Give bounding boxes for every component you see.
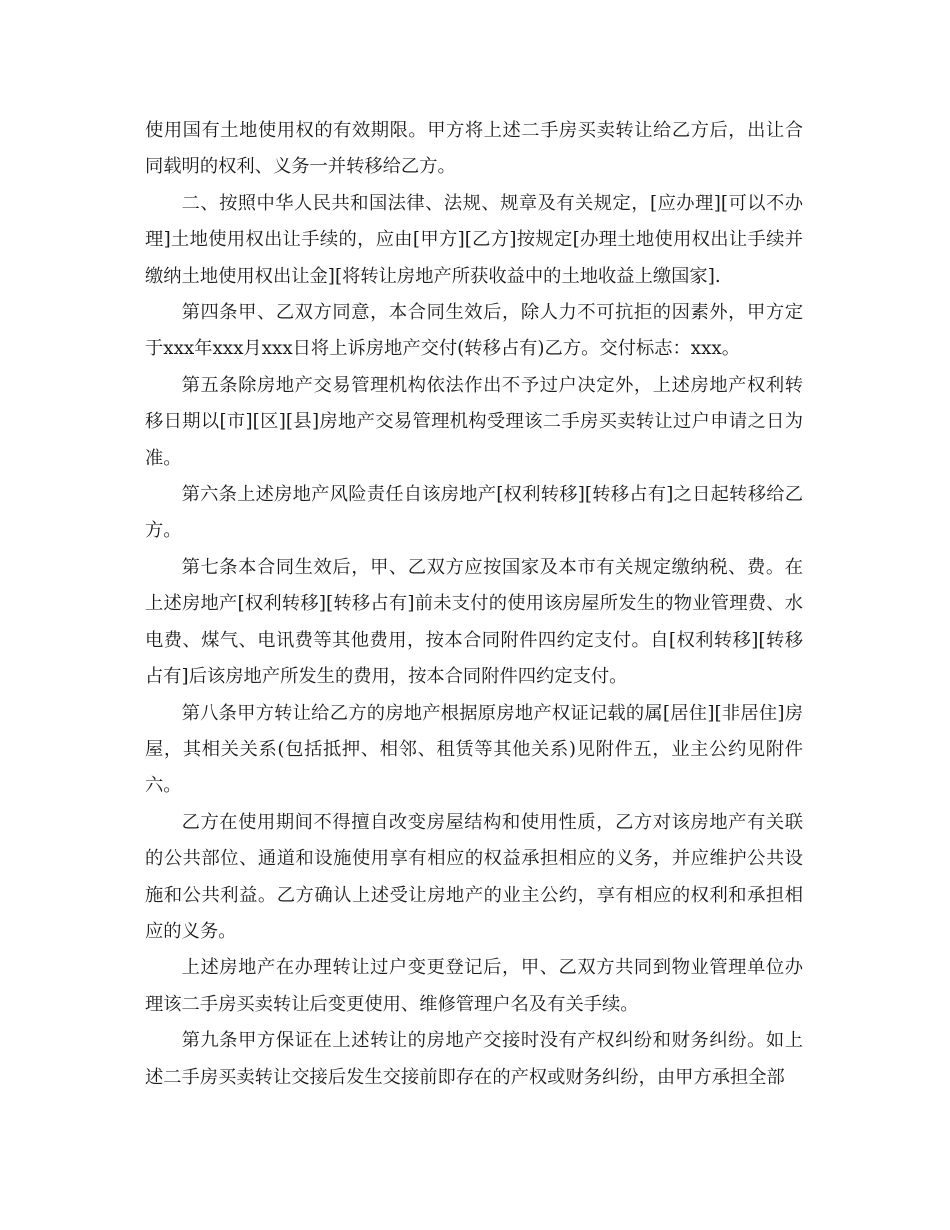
paragraph-buyer-obligations: 乙方在使用期间不得擅自改变房屋结构和使用性质，乙方对该房地产有关联的公共部位、通道和设施使用享有相应的权益承担相应的义务，并应维护公共设施和公共利益。乙方确认上述受让房地产的业主公约，享有相应的权利和承担相应的义务。 — [145, 811, 803, 942]
document-body — [145, 113, 803, 1096]
paragraph-article-6: 第六条上述房地产风险责任自该房地产[权利转移][转移占有]之日起转移给乙方。 — [145, 484, 803, 542]
paragraph-article-8: 第八条甲方转让给乙方的房地产根据原房地产权证记载的属[居住][非居住]房屋，其相关关系(包括抵押、相邻、租赁等其他关系)见附件五，业主公约见附件六。 — [145, 702, 803, 797]
paragraph-article-7: 第七条本合同生效后，甲、乙双方应按国家及本市有关规定缴纳税、费。在上述房地产[权利转移][转移占有]前未支付的使用该房屋所发生的物业管理费、水电费、煤气、电讯费等其他费用，按本合同附件四约定支付。自[权利转移][转移占有]后该房地产所发生的费用，按本合同附件四约定支付。 — [145, 556, 803, 688]
paragraph-article-9: 第九条甲方保证在上述转让的房地产交接时没有产权纠纷和财务纠纷。如上述二手房买卖转让交接后发生交接前即存在的产权或财务纠纷，由甲方承担全部 — [145, 1030, 803, 1088]
paragraph-land-transfer-procedure: 二、按照中华人民共和国法律、法规、规章及有关规定，[应办理][可以不办理]土地使用权出让手续的，应由[甲方][乙方]按规定[办理土地使用权出让手续并缴纳土地使用权出让金][将转让房地产所获收益中的土地收益上缴国家]. — [145, 192, 803, 287]
paragraph-article-4: 第四条甲、乙双方同意，本合同生效后，除人力不可抗拒的因素外，甲方定于xxx年xxx月xxx日将上诉房地产交付(转移占有)乙方。交付标志：xxx。 — [145, 302, 803, 360]
paragraph-property-management-transfer: 上述房地产在办理转让过户变更登记后，甲、乙双方共同到物业管理单位办理该二手房买卖转让后变更使用、维修管理户名及有关手续。 — [145, 957, 803, 1015]
paragraph-land-use-term: 使用国有土地使用权的有效期限。甲方将上述二手房买卖转让给乙方后，出让合同载明的权利、义务一并转移给乙方。 — [145, 120, 803, 178]
paragraph-article-5: 第五条除房地产交易管理机构依法作出不予过户决定外，上述房地产权利转移日期以[市][区][县]房地产交易管理机构受理该二手房买卖转让过户申请之日为准。 — [145, 374, 803, 469]
